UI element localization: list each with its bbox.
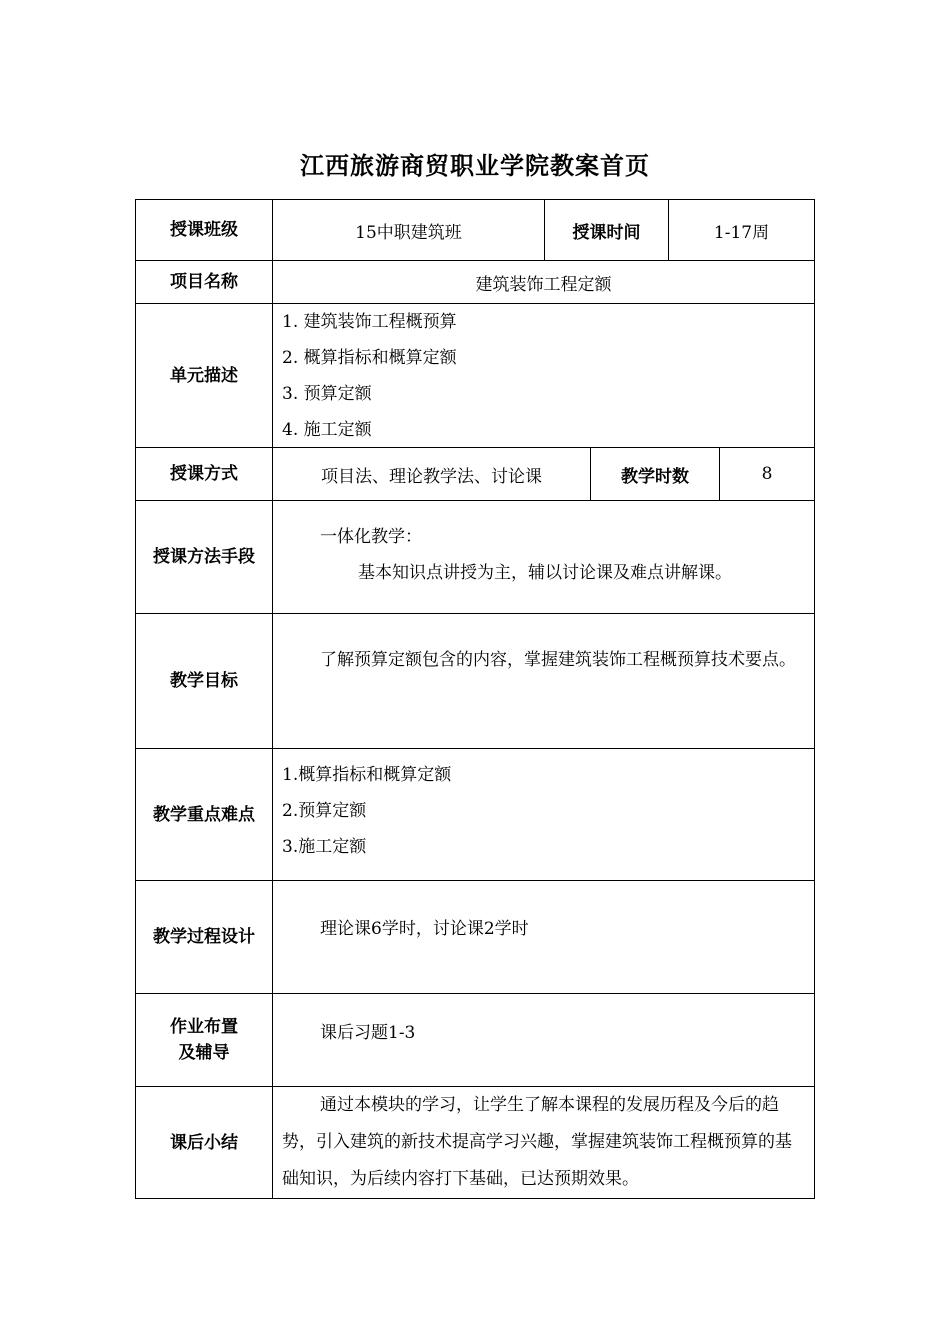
row-mode (135, 447, 815, 500)
label-keypoints: 教学重点难点 (136, 749, 273, 880)
row-summary (135, 1086, 815, 1199)
row-method (135, 500, 815, 613)
row-process (135, 880, 815, 993)
unit-item: 3. 预算定额 (282, 384, 372, 404)
value-hours: 8 (761, 464, 773, 484)
process-text: 理论课6学时，讨论课2学时 (320, 919, 529, 939)
homework-text: 课后习题1-3 (320, 1023, 416, 1043)
value-project: 建筑装饰工程定额 (475, 274, 612, 295)
goal-text: 了解预算定额包含的内容，掌握建筑装饰工程概预算技术要点。 (320, 650, 796, 670)
keypoint-item: 3.施工定额 (282, 837, 367, 857)
unit-item: 2. 概算指标和概算定额 (282, 348, 457, 368)
row-goal (135, 613, 815, 748)
keypoints-list (273, 749, 814, 880)
row-class (135, 199, 815, 260)
goal-content (273, 614, 814, 748)
row-homework (135, 993, 815, 1086)
row-keypoints (135, 748, 815, 880)
label-homework (136, 994, 273, 1086)
keypoint-item: 2.预算定额 (282, 801, 367, 821)
unit-list (273, 304, 814, 447)
label-process: 教学过程设计 (136, 881, 273, 993)
label-homework-line1: 作业布置 (170, 1017, 238, 1037)
label-method: 授课方法手段 (136, 501, 273, 613)
method-content (273, 501, 814, 613)
method-line: 基本知识点讲授为主，辅以讨论课及难点讲解课。 (358, 563, 732, 583)
summary-content (273, 1087, 814, 1198)
label-summary: 课后小结 (136, 1087, 273, 1198)
value-mode: 项目法、理论教学法、讨论课 (273, 448, 591, 500)
label-mode: 授课方式 (136, 448, 273, 500)
page-title: 江西旅游商贸职业学院教案首页 (300, 152, 650, 180)
unit-item: 4. 施工定额 (282, 420, 372, 440)
label-homework-line2: 及辅导 (178, 1043, 230, 1063)
label-hours: 教学时数 (591, 448, 720, 500)
label-project: 项目名称 (136, 261, 273, 303)
row-project (135, 260, 815, 303)
method-line: 一体化教学： (320, 527, 422, 547)
unit-item: 1. 建筑装饰工程概预算 (282, 312, 457, 332)
value-class: 15中职建筑班 (273, 200, 545, 260)
row-unit (135, 303, 815, 447)
label-time: 授课时间 (545, 200, 669, 260)
value-time: 1-17周 (713, 222, 770, 243)
summary-text: 通过本模块的学习，让学生了解本课程的发展历程及今后的趋势，引入建筑的新技术提高学习兴趣，掌握建筑装饰工程概预算的基础知识，为后续内容打下基础，已达预期效果。 (282, 1095, 792, 1189)
label-unit: 单元描述 (136, 304, 273, 447)
label-class: 授课班级 (136, 200, 273, 260)
label-goal: 教学目标 (136, 614, 273, 748)
keypoint-item: 1.概算指标和概算定额 (282, 765, 452, 785)
